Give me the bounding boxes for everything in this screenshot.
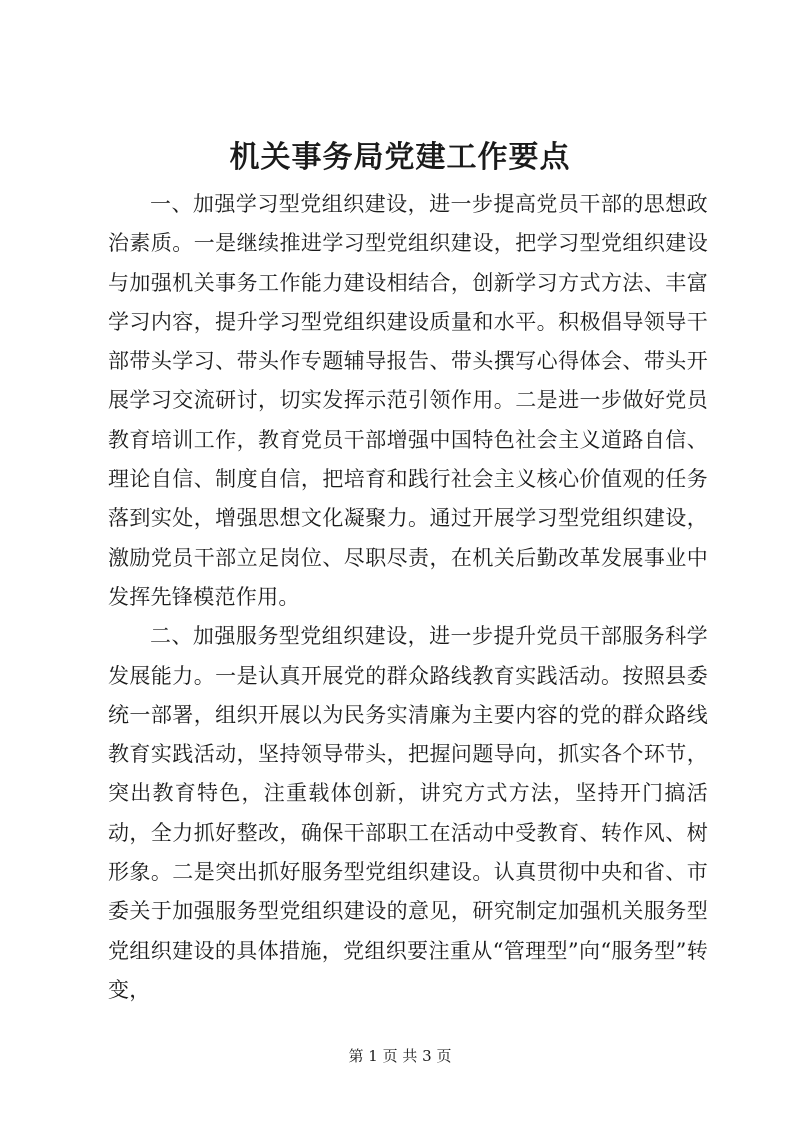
paragraph-2: 二、加强服务型党组织建设，进一步提升党员干部服务科学发展能力。一是认真开展党的群众路线教育实践活动。按照县委统一部署，组织开展以为民务实清廉为主要内容的党的群众路线教育实践活动，坚持领导带头，把握问题导向，抓实各个环节，突出教育特色，注重载体创新，讲究方式方法，坚持开门搞活动，全力抓好整改，确保干部职工在活动中受教育、转作风、树形象。二是突出抓好服务型党组织建设。认真贯彻中央和省、市委关于加强服务型党组织建设的意见，研究制定加强机关服务型党组织建设的具体措施，党组织要注重从“管理型”向“服务型”转变， [108,624,708,1002]
page-number-footer: 第 1 页 共 3 页 [348,1047,452,1065]
document-title: 机关事务局党建工作要点 [229,140,571,175]
paragraph-1: 一、加强学习型党组织建设，进一步提高党员干部的思想政治素质。一是继续推进学习型党组织建设，把学习型党组织建设与加强机关事务工作能力建设相结合，创新学习方式方法、丰富学习内容，提升学习型党组织建设质量和水平。积极倡导领导干部带头学习、带头作专题辅导报告、带头撰写心得体会、带头开展学习交流研讨，切实发挥示范引领作用。二是进一步做好党员教育培训工作，教育党员干部增强中国特色社会主义道路自信、理论自信、制度自信，把培育和践行社会主义核心价值观的任务落到实处，增强思想文化凝聚力。通过开展学习型党组织建设，激励党员干部立足岗位、尽职尽责，在机关后勤改革发展事业中发挥先锋模范作用。 [108,192,708,609]
document-body [108,185,708,1010]
